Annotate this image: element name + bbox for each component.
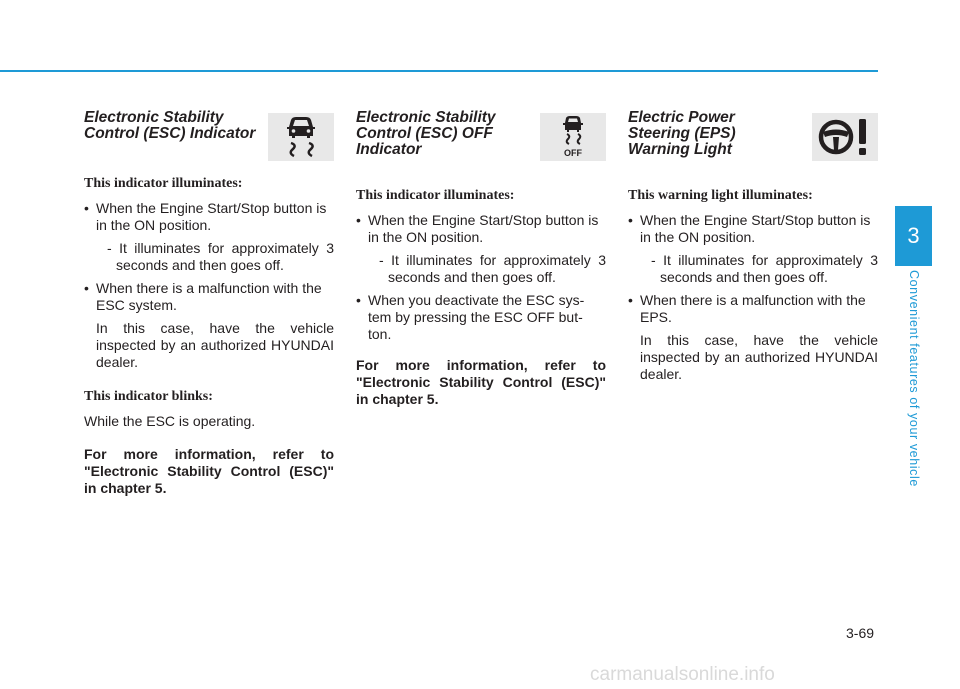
- title-line: Warning Light: [628, 141, 732, 158]
- section-title: [84, 110, 274, 142]
- list-detail: - It illuminates for approximately 3 seconds and then goes off.: [379, 252, 606, 285]
- condition-list: [356, 212, 606, 343]
- service-note: In this case, have the vehicle inspected by an authorized HYUNDAI dealer.: [96, 320, 334, 370]
- chapter-tab: [895, 206, 932, 266]
- title-line: Steering (EPS): [628, 125, 736, 142]
- title-line: Electric Power: [628, 109, 735, 126]
- esc-off-indicator-section: [356, 110, 606, 408]
- list-item-text: When you deactivate the ESC sys-tem by pressing the ESC OFF but-ton.: [368, 292, 585, 342]
- title-line: Electronic Stability: [356, 109, 496, 126]
- condition-list: [628, 212, 878, 326]
- list-item: [356, 292, 606, 343]
- section-header: [356, 110, 606, 176]
- title-line: Electronic Stability: [84, 109, 224, 126]
- title-line: Indicator: [356, 141, 422, 158]
- chapter-title-vertical: [905, 270, 923, 495]
- page-number: 3-69: [846, 625, 875, 641]
- body-text: While the ESC is operating.: [84, 413, 256, 429]
- subheading: This warning light illuminates:: [628, 188, 813, 203]
- watermark: carmanualsonline.info: [590, 664, 775, 685]
- eps-warning-icon: [812, 113, 878, 161]
- esc-off-indicator-icon: [540, 113, 606, 161]
- section-header: [84, 110, 334, 168]
- chapter-number: 3: [907, 223, 920, 248]
- list-item-text: When there is a malfunction with the ESC system.: [96, 280, 322, 313]
- header-rule: [0, 70, 878, 72]
- esc-indicator-icon: [268, 113, 334, 161]
- esc-indicator-section: [84, 110, 334, 497]
- list-item-text: When the Engine Start/Stop button is in the ON position.: [96, 200, 327, 233]
- subheading: This indicator illuminates:: [356, 188, 515, 203]
- title-line: Control (ESC) OFF: [356, 125, 493, 142]
- list-item-text: When there is a malfunction with the EPS.: [640, 292, 866, 325]
- title-line: Control (ESC) Indicator: [84, 125, 256, 142]
- chapter-title: Convenient features of your vehicle: [907, 270, 921, 487]
- subheading: This indicator illuminates:: [84, 176, 243, 191]
- list-item: [628, 292, 878, 326]
- service-note: In this case, have the vehicle inspected by an authorized HYUNDAI dealer.: [640, 332, 878, 382]
- reference-note: For more information, refer to "Electronic Stability Control (ESC)" in chapter 5.: [84, 446, 334, 496]
- list-item: [628, 212, 878, 286]
- section-title: [628, 110, 818, 158]
- list-item-text: When the Engine Start/Stop button is in the ON position.: [640, 212, 871, 245]
- list-detail: - It illuminates for approximately 3 seconds and then goes off.: [107, 240, 334, 273]
- list-item-text: When the Engine Start/Stop button is in the ON position.: [368, 212, 599, 245]
- reference-note: For more information, refer to "Electronic Stability Control (ESC)" in chapter 5.: [356, 357, 606, 407]
- list-item: [356, 212, 606, 286]
- subheading: This indicator blinks:: [84, 389, 213, 404]
- list-item: [84, 200, 334, 274]
- eps-warning-section: [628, 110, 878, 383]
- condition-list: [84, 200, 334, 314]
- section-title: [356, 110, 546, 158]
- list-item: [84, 280, 334, 314]
- section-header: [628, 110, 878, 176]
- list-detail: - It illuminates for approximately 3 seconds and then goes off.: [651, 252, 878, 285]
- off-label: OFF: [564, 148, 582, 158]
